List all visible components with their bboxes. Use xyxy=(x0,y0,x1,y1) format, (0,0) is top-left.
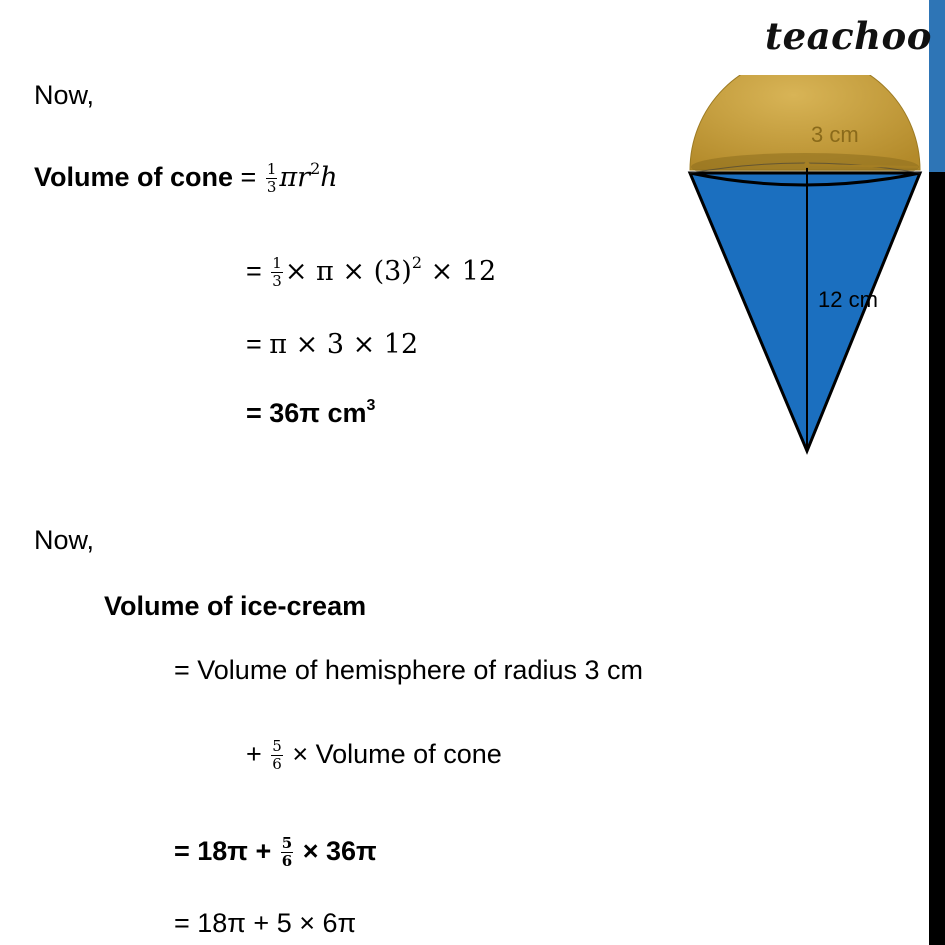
ice-cream-line-2 xyxy=(246,737,502,773)
ice-cream-bold-step xyxy=(174,834,377,870)
numerator: 5 xyxy=(272,737,282,756)
step-simplify xyxy=(246,327,418,362)
cone-volume-result-text: = 36π cm xyxy=(246,398,367,428)
denominator: 3 xyxy=(266,178,277,197)
teachoo-logo: teachoo xyxy=(765,14,932,58)
var-h: h xyxy=(320,162,338,193)
ice-cream-line-1: = Volume of hemisphere of radius 3 cm xyxy=(174,655,643,685)
fraction-one-third xyxy=(266,161,278,196)
numerator: 1 xyxy=(266,160,277,179)
ice-cream-line-2-end: × Volume of cone xyxy=(284,739,502,769)
ice-cream-bold-start: = 18π + xyxy=(174,836,272,866)
plus-sign: + xyxy=(246,739,262,769)
text-now-1: Now, xyxy=(34,80,95,110)
numerator: 1 xyxy=(272,254,282,273)
fraction-five-sixths xyxy=(271,738,283,773)
height-label: 12 cm xyxy=(818,287,878,312)
exponent-cube: 3 xyxy=(366,397,376,414)
step-substitute-end: × 12 xyxy=(422,256,497,287)
label-volume-of-cone: Volume of cone xyxy=(34,162,234,192)
fraction-five-sixths xyxy=(281,835,293,870)
numerator: 5 xyxy=(281,834,293,853)
denominator: 3 xyxy=(272,272,282,291)
cone-diagram xyxy=(680,75,930,475)
denominator: 6 xyxy=(272,755,282,774)
label-volume-of-ice-cream: Volume of ice-cream xyxy=(104,591,367,621)
center-point xyxy=(804,162,810,168)
ice-cream-bold-end: × 36π xyxy=(295,836,377,866)
equals-sign: = xyxy=(240,162,257,192)
var-r: r xyxy=(297,162,311,193)
exponent: 2 xyxy=(411,253,423,272)
ice-cream-last-step: = 18π + 5 × 6π xyxy=(174,908,357,938)
equals-sign: = xyxy=(246,256,262,286)
text-now-2: Now, xyxy=(34,525,95,555)
step-substitute-expression: × π × (3) xyxy=(284,256,412,287)
step-substitute xyxy=(246,254,496,290)
fraction-one-third xyxy=(271,255,283,290)
ice-cream-cone-figure xyxy=(680,75,930,475)
cone-body xyxy=(690,173,920,451)
step-simplify-expression: π × 3 × 12 xyxy=(269,329,419,360)
denominator: 6 xyxy=(281,852,293,871)
cone-volume-result xyxy=(246,396,375,430)
equals-sign: = xyxy=(246,329,262,359)
radius-label: 3 cm xyxy=(811,122,859,147)
formula-volume-of-cone xyxy=(34,160,338,196)
exponent: 2 xyxy=(310,159,321,178)
pi-symbol: π xyxy=(279,162,298,193)
